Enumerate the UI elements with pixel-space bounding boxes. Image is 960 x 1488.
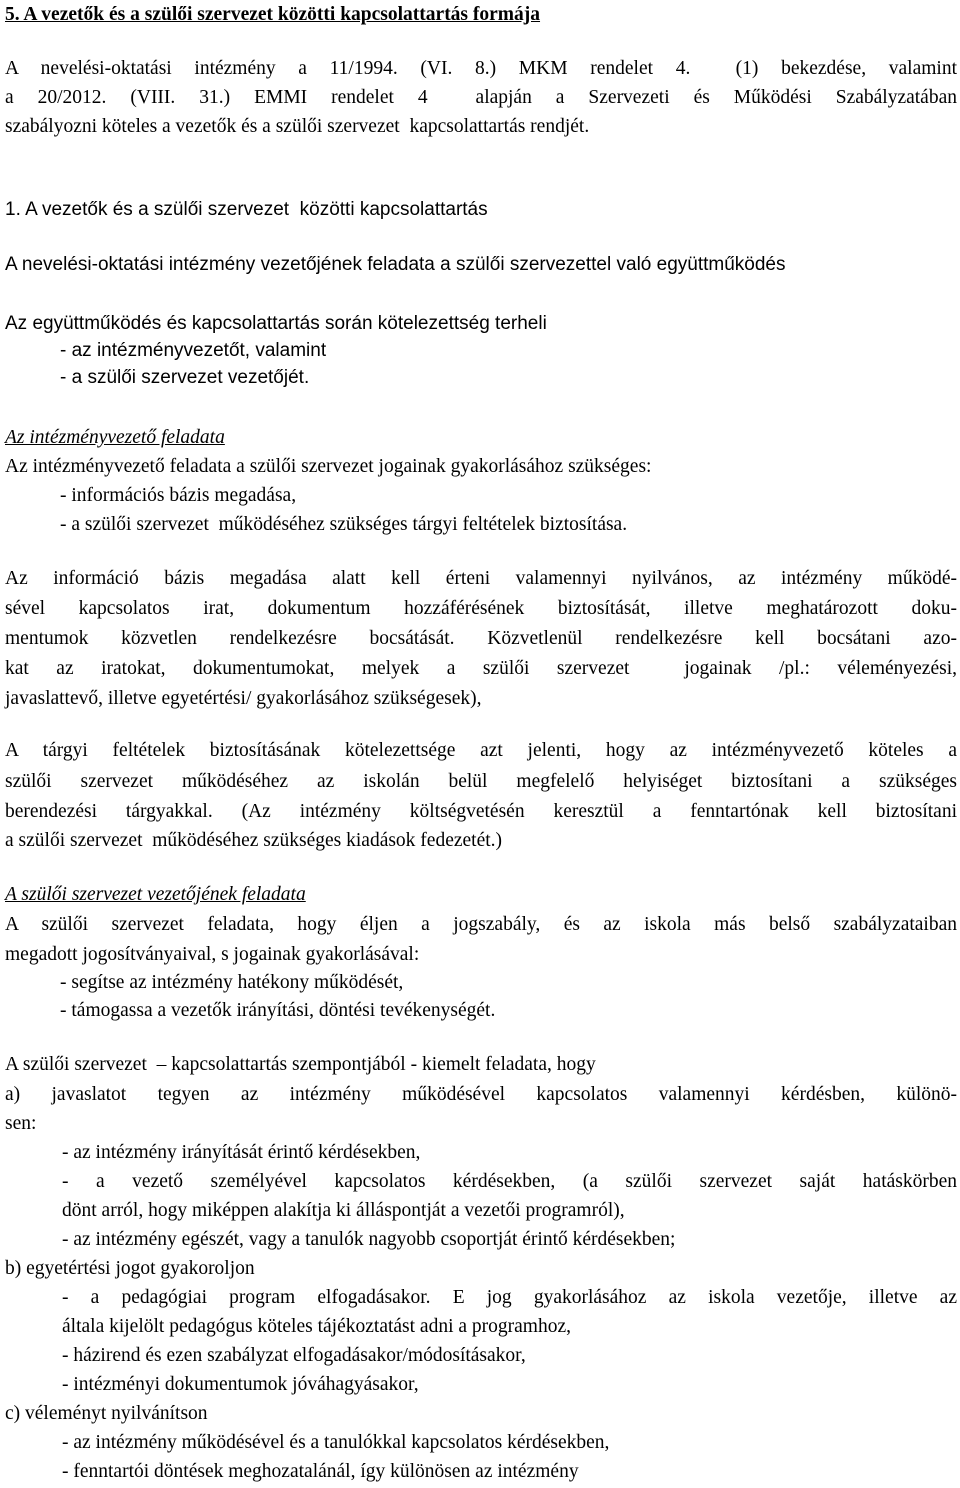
leader-section-title: Az intézményvezető feladata xyxy=(5,427,225,448)
leader-item: - a szülői szervezet működéséhez szükséges tárgyi feltételek biztosítása. xyxy=(60,514,628,535)
section-title: 1. A vezetők és a szülői szervezet közötti kapcsolattartás xyxy=(5,199,488,220)
priority-b-item: - a pedagógiai program elfogadásakor. E jog gyakorlásához az iskola vezetője, illetve az xyxy=(62,1287,957,1308)
obligation-item: - a szülői szervezet vezetőjét. xyxy=(60,367,310,388)
priority-b-line: b) egyetértési jogot gyakoroljon xyxy=(5,1258,255,1279)
priority-b-item: - intézményi dokumentumok jóváhagyásakor, xyxy=(62,1374,419,1395)
leader-item: - információs bázis megadása, xyxy=(60,485,297,506)
priority-c-item: - fenntartói döntések meghozatalánál, így különösen az intézmény xyxy=(62,1461,579,1482)
document-heading: 5. A vezetők és a szülői szervezet közötti kapcsolattartás formája xyxy=(5,4,541,25)
parent-line: A szülői szervezet feladata, hogy éljen a jogszabály, és az iskola más belső szabályzataiban xyxy=(5,914,957,935)
parent-section-title: A szülői szervezet vezetőjének feladata xyxy=(5,884,306,905)
leader-section-lead: Az intézményvezető feladata a szülői szervezet jogainak gyakorlásához szükséges: xyxy=(5,456,652,477)
task-line: A nevelési-oktatási intézmény vezetőjének feladata a szülői szervezettel való együttműködés xyxy=(5,254,786,275)
material-line: berendezési tárgyakkal. (Az intézmény költségvetésén keresztül a fenntartónak kell biztosítani xyxy=(5,801,957,822)
material-line: a szülői szervezet működéséhez szükséges kiadások fedezetét.) xyxy=(5,830,503,851)
info-line: javaslattevő, illetve egyetértési/ gyakorlásához szükségesek), xyxy=(5,688,482,709)
info-line: Az információ bázis megadása alatt kell érteni valamennyi nyilvános, az intézmény működé- xyxy=(5,568,957,589)
intro-line-1: A nevelési-oktatási intézmény a 11/1994. (VI. 8.) MKM rendelet 4. (1) bekezdése, valamint xyxy=(5,58,957,79)
material-line: szülői szervezet működéséhez az iskolán belül megfelelő helyiséget biztosítani a szükséges xyxy=(5,771,957,792)
parent-item: - támogassa a vezetők irányítási, döntési tevékenységét. xyxy=(60,1000,496,1021)
priority-a-item: - az intézmény egészét, vagy a tanulók nagyobb csoportját érintő kérdésekben; xyxy=(62,1229,676,1250)
priority-c-item: - az intézmény működésével és a tanulókkal kapcsolatos kérdésekben, xyxy=(62,1432,610,1453)
priority-b-item: - házirend és ezen szabályzat elfogadásakor/módosításakor, xyxy=(62,1345,526,1366)
priority-lead: A szülői szervezet – kapcsolattartás szempontjából - kiemelt feladata, hogy xyxy=(5,1054,596,1075)
priority-c-line: c) véleményt nyilvánítson xyxy=(5,1403,208,1424)
priority-a-line: a) javaslatot tegyen az intézmény működésével kapcsolatos valamennyi kérdésben, különö- xyxy=(5,1084,957,1105)
intro-line-3: szabályozni köteles a vezetők és a szülői szervezet kapcsolattartás rendjét. xyxy=(5,116,590,137)
info-line: kat az iratokat, dokumentumokat, melyek a szülői szervezet jogainak /pl.: véleményezési, xyxy=(5,658,957,679)
obligation-lead: Az együttműködés és kapcsolattartás során kötelezettség terheli xyxy=(5,313,547,334)
priority-a-item: dönt arról, hogy miképpen alakítja ki álláspontját a vezetői programról), xyxy=(62,1200,625,1221)
priority-b-item: általa kijelölt pedagógus köteles tájékoztatást adni a programhoz, xyxy=(62,1316,571,1337)
priority-a-item: - az intézmény irányítását érintő kérdésekben, xyxy=(62,1142,421,1163)
material-line: A tárgyi feltételek biztosításának kötelezettsége azt jelenti, hogy az intézményvezető köteles a xyxy=(5,740,957,761)
obligation-item: - az intézményvezetőt, valamint xyxy=(60,340,327,361)
parent-line: megadott jogosítványaival, s jogainak gyakorlásával: xyxy=(5,944,420,965)
intro-line-2: a 20/2012. (VIII. 31.) EMMI rendelet 4 alapján a Szervezeti és Működési Szabályzatában xyxy=(5,87,957,108)
priority-a-item: - a vezető személyével kapcsolatos kérdésekben, (a szülői szervezet saját hatáskörben xyxy=(62,1171,957,1192)
info-line: mentumok közvetlen rendelkezésre bocsátását. Közvetlenül rendelkezésre kell bocsátani azo- xyxy=(5,628,957,649)
parent-item: - segítse az intézmény hatékony működését, xyxy=(60,972,404,993)
info-line: sével kapcsolatos irat, dokumentum hozzáférésének biztosítását, illetve meghatározott doku- xyxy=(5,598,957,619)
priority-a-line: sen: xyxy=(5,1113,37,1134)
